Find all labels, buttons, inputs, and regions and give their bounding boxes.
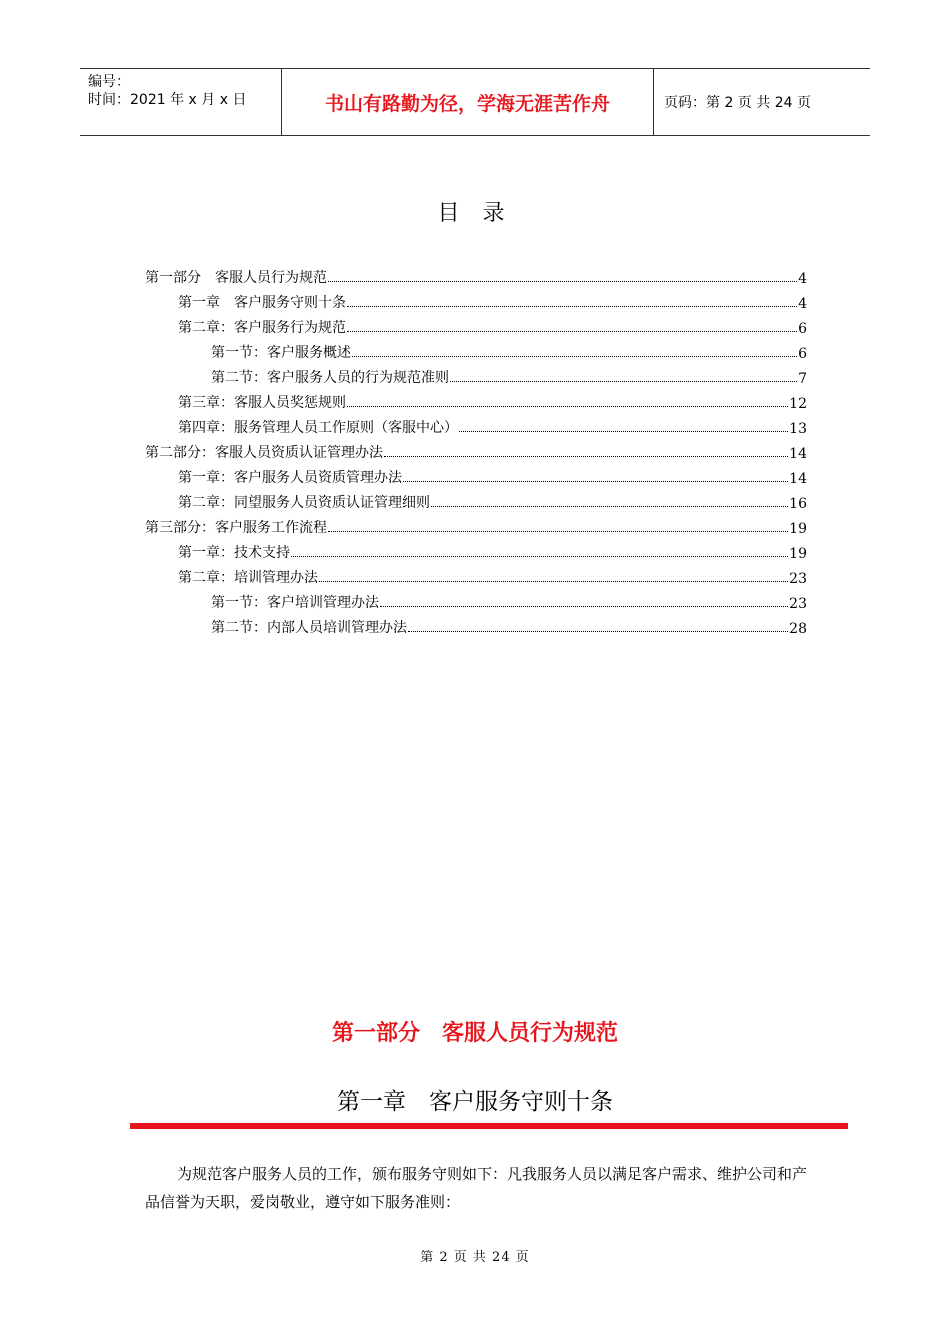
page-footer: 第 2 页 共 24 页 (420, 1250, 530, 1265)
toc-entry[interactable] (145, 337, 807, 362)
chapter-title: 第一章 客户服务守则十条 (337, 1089, 613, 1115)
toc-entry-text: 第一部分 客服人员行为规范 (145, 270, 327, 286)
toc-entry[interactable] (145, 287, 807, 312)
toc-entry-text: 第一节：客户服务概述 (211, 345, 351, 361)
toc-leader-dots (347, 330, 797, 332)
toc-entry[interactable] (145, 412, 807, 437)
header-number-label: 编号： (88, 74, 130, 90)
toc-leader-dots (408, 630, 788, 632)
toc-entry-page: 13 (789, 421, 807, 437)
body-paragraph: 为规范客户服务人员的工作，颁布服务守则如下：凡我服务人员以满足客户需求、维护公司和产品信誉为天职，爱岗敬业，遵守如下服务准则： (145, 1165, 808, 1211)
toc-leader-dots (380, 605, 788, 607)
header-time-label: 时间：2021 年 x 月 x 日 (88, 92, 247, 108)
toc-entry[interactable] (145, 462, 807, 487)
toc-entry[interactable] (145, 262, 807, 287)
toc-title: 目 录 (437, 201, 513, 226)
toc-entry-text: 第二部分：客服人员资质认证管理办法 (145, 445, 383, 461)
toc-entry-page: 4 (798, 271, 807, 287)
toc-entry-text: 第一节：客户培训管理办法 (211, 595, 379, 611)
toc-entry-text: 第二章：同望服务人员资质认证管理细则 (178, 495, 430, 511)
red-divider (130, 1123, 848, 1129)
toc-entry-page: 7 (798, 371, 807, 387)
toc-entry[interactable] (145, 487, 807, 512)
toc-entry-page: 6 (798, 321, 807, 337)
toc-leader-dots (328, 280, 797, 282)
toc-entry-page: 14 (789, 446, 807, 462)
toc-entry-text: 第二节：内部人员培训管理办法 (211, 620, 407, 636)
toc-entry-page: 12 (789, 396, 807, 412)
header-meta (80, 69, 282, 135)
toc-entry-page: 16 (789, 496, 807, 512)
toc-entry-page: 28 (789, 621, 807, 637)
header-motto: 书山有路勤为径，学海无涯苦作舟 (282, 69, 654, 135)
toc-entry-text: 第一章：技术支持 (178, 545, 290, 561)
toc-leader-dots (319, 580, 788, 582)
table-of-contents (145, 262, 807, 637)
toc-entry-page: 19 (789, 521, 807, 537)
toc-leader-dots (403, 480, 788, 482)
toc-entry-page: 23 (789, 596, 807, 612)
toc-leader-dots (347, 305, 797, 307)
toc-entry[interactable] (145, 587, 807, 612)
toc-leader-dots (459, 430, 788, 432)
toc-leader-dots (450, 380, 797, 382)
toc-leader-dots (347, 405, 788, 407)
toc-entry-text: 第二章：培训管理办法 (178, 570, 318, 586)
toc-entry-page: 19 (789, 546, 807, 562)
toc-entry[interactable] (145, 387, 807, 412)
toc-entry-text: 第四章：服务管理人员工作原则（客服中心） (178, 420, 458, 436)
toc-entry-text: 第一章：客户服务人员资质管理办法 (178, 470, 402, 486)
toc-entry[interactable] (145, 612, 807, 637)
part-title: 第一部分 客服人员行为规范 (331, 1021, 618, 1046)
toc-entry[interactable] (145, 362, 807, 387)
toc-entry[interactable] (145, 437, 807, 462)
toc-entry[interactable] (145, 562, 807, 587)
toc-entry-text: 第二章：客户服务行为规范 (178, 320, 346, 336)
toc-entry-page: 14 (789, 471, 807, 487)
toc-leader-dots (291, 555, 788, 557)
toc-entry-text: 第二节：客户服务人员的行为规范准则 (211, 370, 449, 386)
toc-leader-dots (384, 455, 788, 457)
toc-entry-page: 4 (798, 296, 807, 312)
toc-entry-text: 第三部分：客户服务工作流程 (145, 520, 327, 536)
toc-entry[interactable] (145, 537, 807, 562)
toc-entry[interactable] (145, 312, 807, 337)
toc-entry-text: 第一章 客户服务守则十条 (178, 295, 346, 311)
toc-entry-page: 6 (798, 346, 807, 362)
header-page-info: 页码：第 2 页 共 24 页 (664, 95, 811, 111)
toc-leader-dots (328, 530, 788, 532)
toc-leader-dots (352, 355, 797, 357)
toc-entry[interactable] (145, 512, 807, 537)
toc-entry-page: 23 (789, 571, 807, 587)
toc-leader-dots (431, 505, 788, 507)
toc-entry-text: 第三章：客服人员奖惩规则 (178, 395, 346, 411)
page-header (80, 68, 870, 136)
